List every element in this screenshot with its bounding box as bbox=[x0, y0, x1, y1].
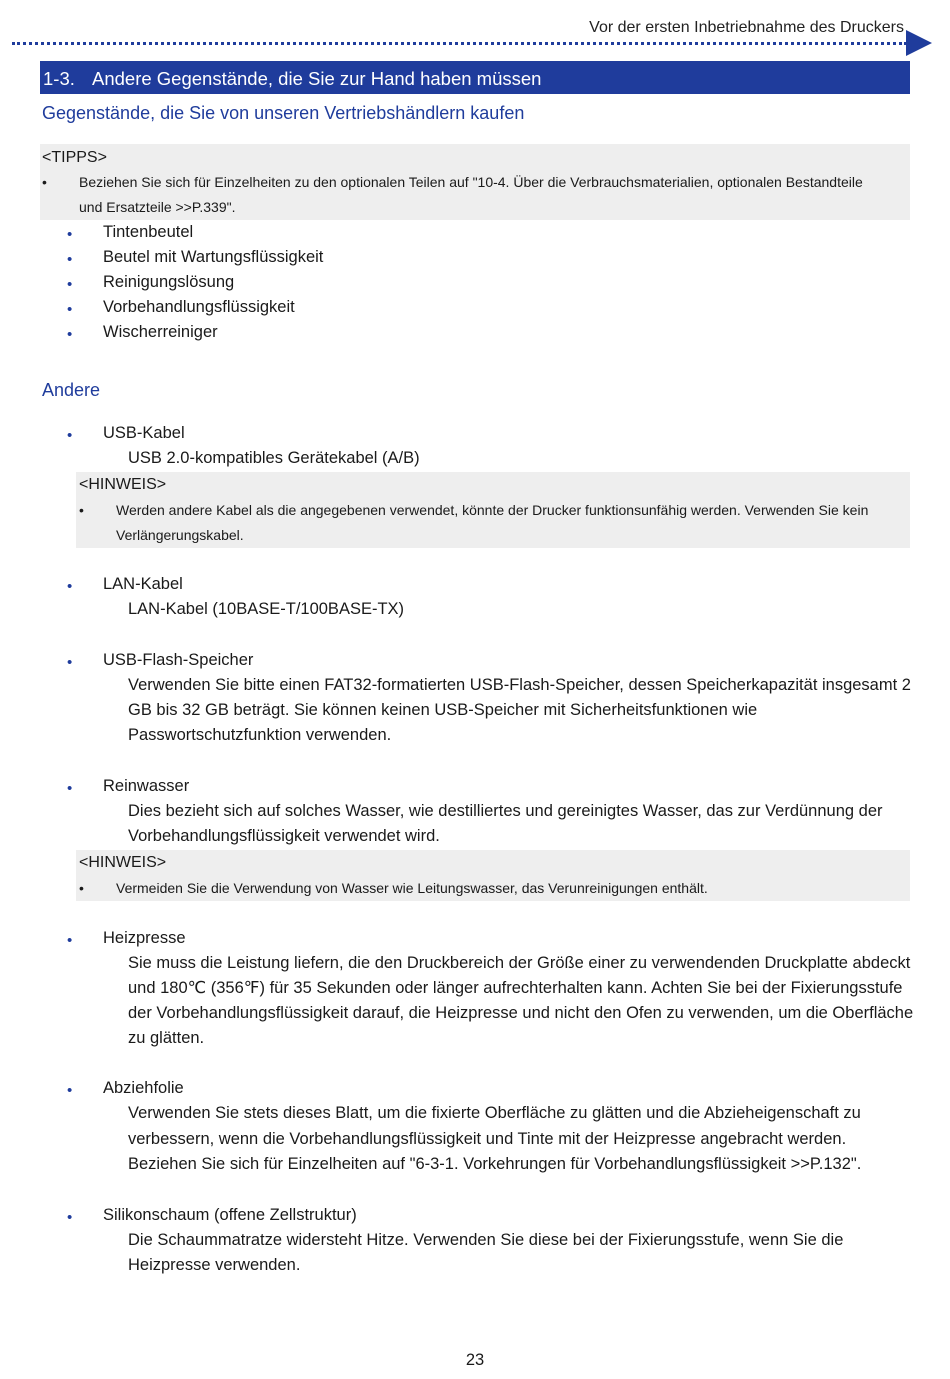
water-desc-line1: Dies bezieht sich auf solches Wasser, wie destilliertes und gereinigtes Wasser, das zur Verdünnung der bbox=[128, 802, 883, 820]
section-title: Andere Gegenstände, die Sie zur Hand haben müssen bbox=[92, 68, 542, 89]
list-item-bullet: • bbox=[67, 276, 73, 293]
usb-note-bullet: • bbox=[79, 502, 84, 518]
purchase-heading: Gegenstände, die Sie von unseren Vertriebshändlern kaufen bbox=[42, 103, 525, 123]
list-item-bullet: • bbox=[67, 654, 73, 671]
list-item-bullet: • bbox=[67, 427, 73, 444]
foam-label: Silikonschaum (offene Zellstruktur) bbox=[103, 1206, 357, 1224]
heat-press-desc-line3: der Vorbehandlungsflüssigkeit darauf, die Heizpresse und nicht den Ofen zu verwenden, um die Oberfläche bbox=[128, 1004, 914, 1022]
water-note-line1: Vermeiden Sie die Verwendung von Wasser wie Leitungswasser, das Verunreinigungen enthält. bbox=[116, 880, 708, 896]
heat-press-label: Heizpresse bbox=[103, 929, 186, 947]
usb-cable-label: USB-Kabel bbox=[103, 424, 185, 442]
heat-press-desc-line2: und 180℃ (356℉) für 35 Sekunden oder länger aufrechterhalten kann. Achten Sie bei der Fixierungsstufe bbox=[128, 979, 903, 997]
list-item-bullet: • bbox=[67, 251, 73, 268]
usb-cable-desc: USB 2.0-kompatibles Gerätekabel (A/B) bbox=[128, 449, 420, 467]
list-item: Wischerreiniger bbox=[103, 323, 218, 341]
usb-note-line2: Verlängerungskabel. bbox=[116, 527, 244, 543]
release-sheet-desc-line1: Verwenden Sie stets dieses Blatt, um die fixierte Oberfläche zu glätten und die Abzieheigenschaft zu bbox=[128, 1104, 861, 1122]
tips-text-line1: Beziehen Sie sich für Einzelheiten zu den optionalen Teilen auf "10-4. Über die Verbrauchsmaterialien, optionalen Bestandteile bbox=[79, 174, 863, 190]
list-item-bullet: • bbox=[67, 301, 73, 318]
release-sheet-desc-line2: verbessern, wenn die Vorbehandlungsflüssigkeit und Tinte mit der Heizpresse angebracht werden. bbox=[128, 1130, 847, 1148]
usb-note-title: <HINWEIS> bbox=[79, 476, 167, 493]
tips-text-line2: und Ersatzteile >>P.339". bbox=[79, 199, 236, 215]
foam-desc-line2: Heizpresse verwenden. bbox=[128, 1256, 301, 1274]
list-item-bullet: • bbox=[67, 780, 73, 797]
release-sheet-desc-line3: Beziehen Sie sich für Einzelheiten auf "6-3-1. Vorkehrungen für Vorbehandlungsflüssigkeit >>P.132". bbox=[128, 1155, 862, 1173]
list-item-bullet: • bbox=[67, 932, 73, 949]
header-arrow-icon bbox=[906, 30, 932, 56]
water-note-title: <HINWEIS> bbox=[79, 854, 167, 871]
usb-note-line1: Werden andere Kabel als die angegebenen verwendet, könnte der Drucker funktionsunfähig werden. Verwenden Sie kein bbox=[116, 502, 869, 518]
section-title-bar bbox=[40, 61, 910, 94]
other-heading: Andere bbox=[42, 380, 101, 400]
lan-cable-desc: LAN-Kabel (10BASE-T/100BASE-TX) bbox=[128, 600, 405, 618]
list-item: Beutel mit Wartungsflüssigkeit bbox=[103, 248, 324, 266]
list-item-bullet: • bbox=[67, 226, 73, 243]
tips-bullet: • bbox=[42, 174, 47, 190]
list-item-bullet: • bbox=[67, 1209, 73, 1226]
header-dotted-rule bbox=[12, 42, 907, 45]
page-number: 23 bbox=[465, 1351, 485, 1369]
water-desc-line2: Vorbehandlungsflüssigkeit verwendet wird. bbox=[128, 827, 440, 845]
water-label: Reinwasser bbox=[103, 777, 190, 795]
running-header: Vor der ersten Inbetriebnahme des Druckers bbox=[589, 19, 904, 36]
list-item-bullet: • bbox=[67, 1082, 73, 1099]
tips-title: <TIPPS> bbox=[42, 149, 107, 166]
water-note-bullet: • bbox=[79, 880, 84, 896]
list-item: Reinigungslösung bbox=[103, 273, 235, 291]
list-item-bullet: • bbox=[67, 326, 73, 343]
release-sheet-label: Abziehfolie bbox=[103, 1079, 184, 1097]
lan-cable-label: LAN-Kabel bbox=[103, 575, 183, 593]
list-item-bullet: • bbox=[67, 578, 73, 595]
usb-flash-desc-line2: GB bis 32 GB beträgt. Sie können keinen USB-Speicher mit Sicherheitsfunktionen wie bbox=[128, 701, 758, 719]
usb-flash-desc-line3: Passwortschutzfunktion verwenden. bbox=[128, 726, 392, 744]
usb-flash-desc-line1: Verwenden Sie bitte einen FAT32-formatierten USB-Flash-Speicher, dessen Speicherkapazität insgesamt 2 bbox=[128, 676, 911, 694]
usb-flash-label: USB-Flash-Speicher bbox=[103, 651, 254, 669]
heat-press-desc-line4: zu glätten. bbox=[128, 1029, 205, 1047]
list-item: Tintenbeutel bbox=[103, 223, 194, 241]
heat-press-desc-line1: Sie muss die Leistung liefern, die den Druckbereich der Größe einer zu verwendenden Druckplatte abdeckt bbox=[128, 954, 911, 972]
foam-desc-line1: Die Schaummatratze widersteht Hitze. Verwenden Sie diese bei der Fixierungsstufe, wenn Sie die bbox=[128, 1231, 844, 1249]
section-number: 1-3. bbox=[43, 68, 75, 89]
list-item: Vorbehandlungsflüssigkeit bbox=[103, 298, 295, 316]
